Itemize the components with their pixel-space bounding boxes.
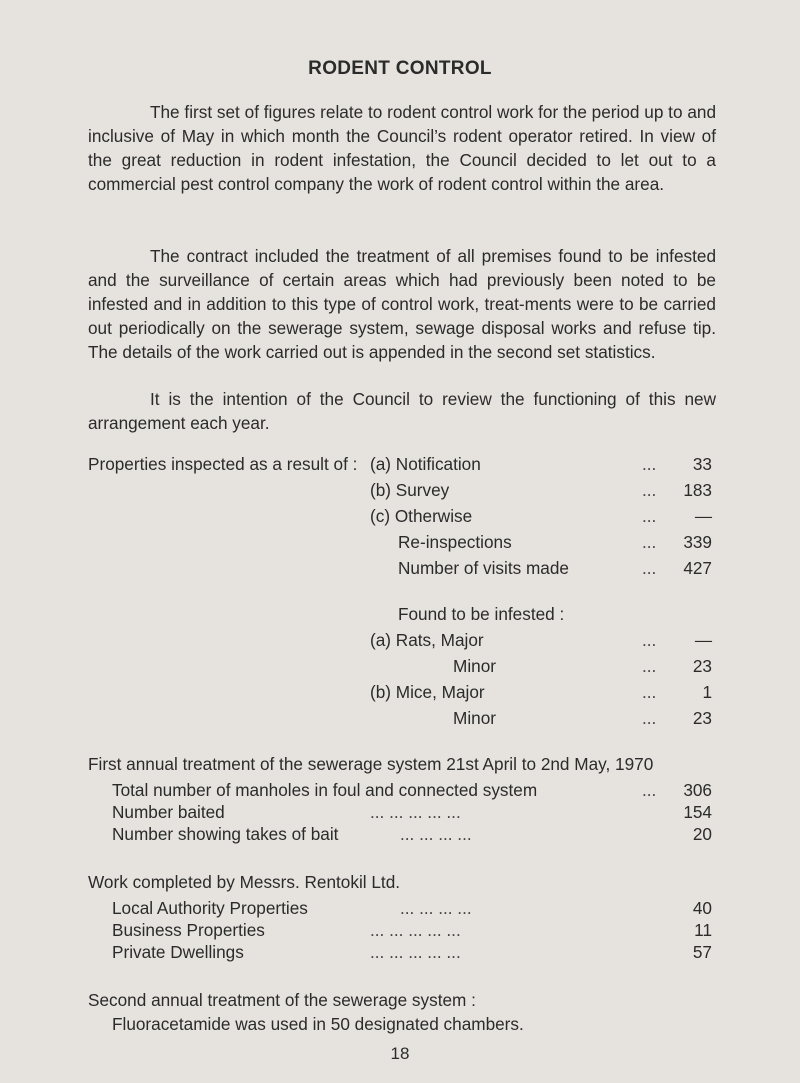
- inspection-row-label: Number of visits made: [398, 558, 569, 578]
- infested-heading: Found to be infested :: [398, 604, 565, 624]
- dot-leader: ...: [642, 506, 657, 526]
- rentokil-row-label: Local Authority Properties: [112, 898, 308, 918]
- inspection-row-value: 339: [683, 532, 712, 552]
- inspection-row-value: 33: [692, 454, 712, 474]
- inspection-row-value: 427: [683, 558, 712, 578]
- dot-leader: ...: [642, 708, 657, 728]
- inspections-prefix: Properties inspected as a result of :: [88, 454, 358, 474]
- sewerage-row-label: Total number of manholes in foul and connected system: [112, 780, 538, 800]
- dot-leader: ...: [642, 532, 657, 552]
- dot-leader: ...: [642, 630, 657, 650]
- page-title: RODENT CONTROL: [308, 58, 492, 79]
- infested-row-label: (b) Mice, Major: [370, 682, 485, 702]
- infested-row-label: Minor: [453, 708, 496, 728]
- dot-leader: ... ... ... ... ...: [370, 942, 461, 962]
- inspection-row-label: (c) Otherwise: [370, 506, 473, 526]
- infested-row-value: 23: [692, 708, 712, 728]
- infested-row-value: 23: [692, 656, 712, 676]
- paragraph-intro: [88, 100, 716, 196]
- sewerage-second-line: Fluoracetamide was used in 50 designated chambers.: [112, 1014, 524, 1034]
- paragraph-intro-text: The first set of figures relate to rodent control work for the period up to and inclusive of May in which month the Council’s rodent operator retired. In view of the great reduction in rodent infestation, the Council decided to let out to a commercial pest control company the work of rodent control within the area.: [88, 102, 716, 194]
- page-number: 18: [390, 1044, 410, 1063]
- rentokil-row-label: Business Properties: [112, 920, 265, 940]
- sewerage-row-value: 20: [692, 824, 712, 844]
- paragraph-review-text: It is the intention of the Council to review the functioning of this new arrangement each year.: [88, 389, 716, 433]
- inspection-row-label: (a) Notification: [370, 454, 481, 474]
- sewerage-row-label: Number showing takes of bait: [112, 824, 339, 844]
- rentokil-row-value: 11: [694, 920, 712, 940]
- dot-leader: ... ... ... ... ...: [370, 920, 461, 940]
- dot-leader: ...: [642, 480, 657, 500]
- sewerage-first-heading: First annual treatment of the sewerage system 21st April to 2nd May, 1970: [88, 754, 654, 774]
- inspection-row-label: Re-inspections: [398, 532, 512, 552]
- dot-leader: ...: [642, 780, 657, 800]
- dot-leader: ...: [642, 558, 657, 578]
- rentokil-row-label: Private Dwellings: [112, 942, 244, 962]
- dot-leader: ... ... ... ...: [400, 898, 472, 918]
- inspection-row-value: 183: [683, 480, 712, 500]
- dot-leader: ...: [642, 682, 657, 702]
- sewerage-row-value: 306: [683, 780, 712, 800]
- paragraph-review: [88, 387, 716, 435]
- sewerage-row-value: 154: [683, 802, 712, 822]
- dot-leader: ... ... ... ...: [400, 824, 472, 844]
- rentokil-row-value: 57: [692, 942, 712, 962]
- infested-row-value: —: [694, 630, 712, 650]
- rentokil-heading: Work completed by Messrs. Rentokil Ltd.: [88, 872, 401, 892]
- infested-row-value: 1: [702, 682, 712, 702]
- infested-row-label: Minor: [453, 656, 496, 676]
- inspection-row-value: —: [694, 506, 712, 526]
- rentokil-row-value: 40: [692, 898, 712, 918]
- dot-leader: ...: [642, 656, 657, 676]
- inspection-row-label: (b) Survey: [370, 480, 450, 500]
- sewerage-second-heading: Second annual treatment of the sewerage system :: [88, 990, 476, 1010]
- dot-leader: ...: [642, 454, 657, 474]
- sewerage-row-label: Number baited: [112, 802, 225, 822]
- paragraph-contract: [88, 244, 716, 364]
- paragraph-contract-text: The contract included the treatment of all premises found to be infested and the surveillance of certain areas which had previously been noted to be infested and in addition to this type of control work, treat-ments were to be carried out periodically on the sewerage system, sewage disposal works and refuse tip. The details of the work carried out is appended in the second set statistics.: [88, 246, 716, 362]
- dot-leader: ... ... ... ... ...: [370, 802, 461, 822]
- infested-row-label: (a) Rats, Major: [370, 630, 484, 650]
